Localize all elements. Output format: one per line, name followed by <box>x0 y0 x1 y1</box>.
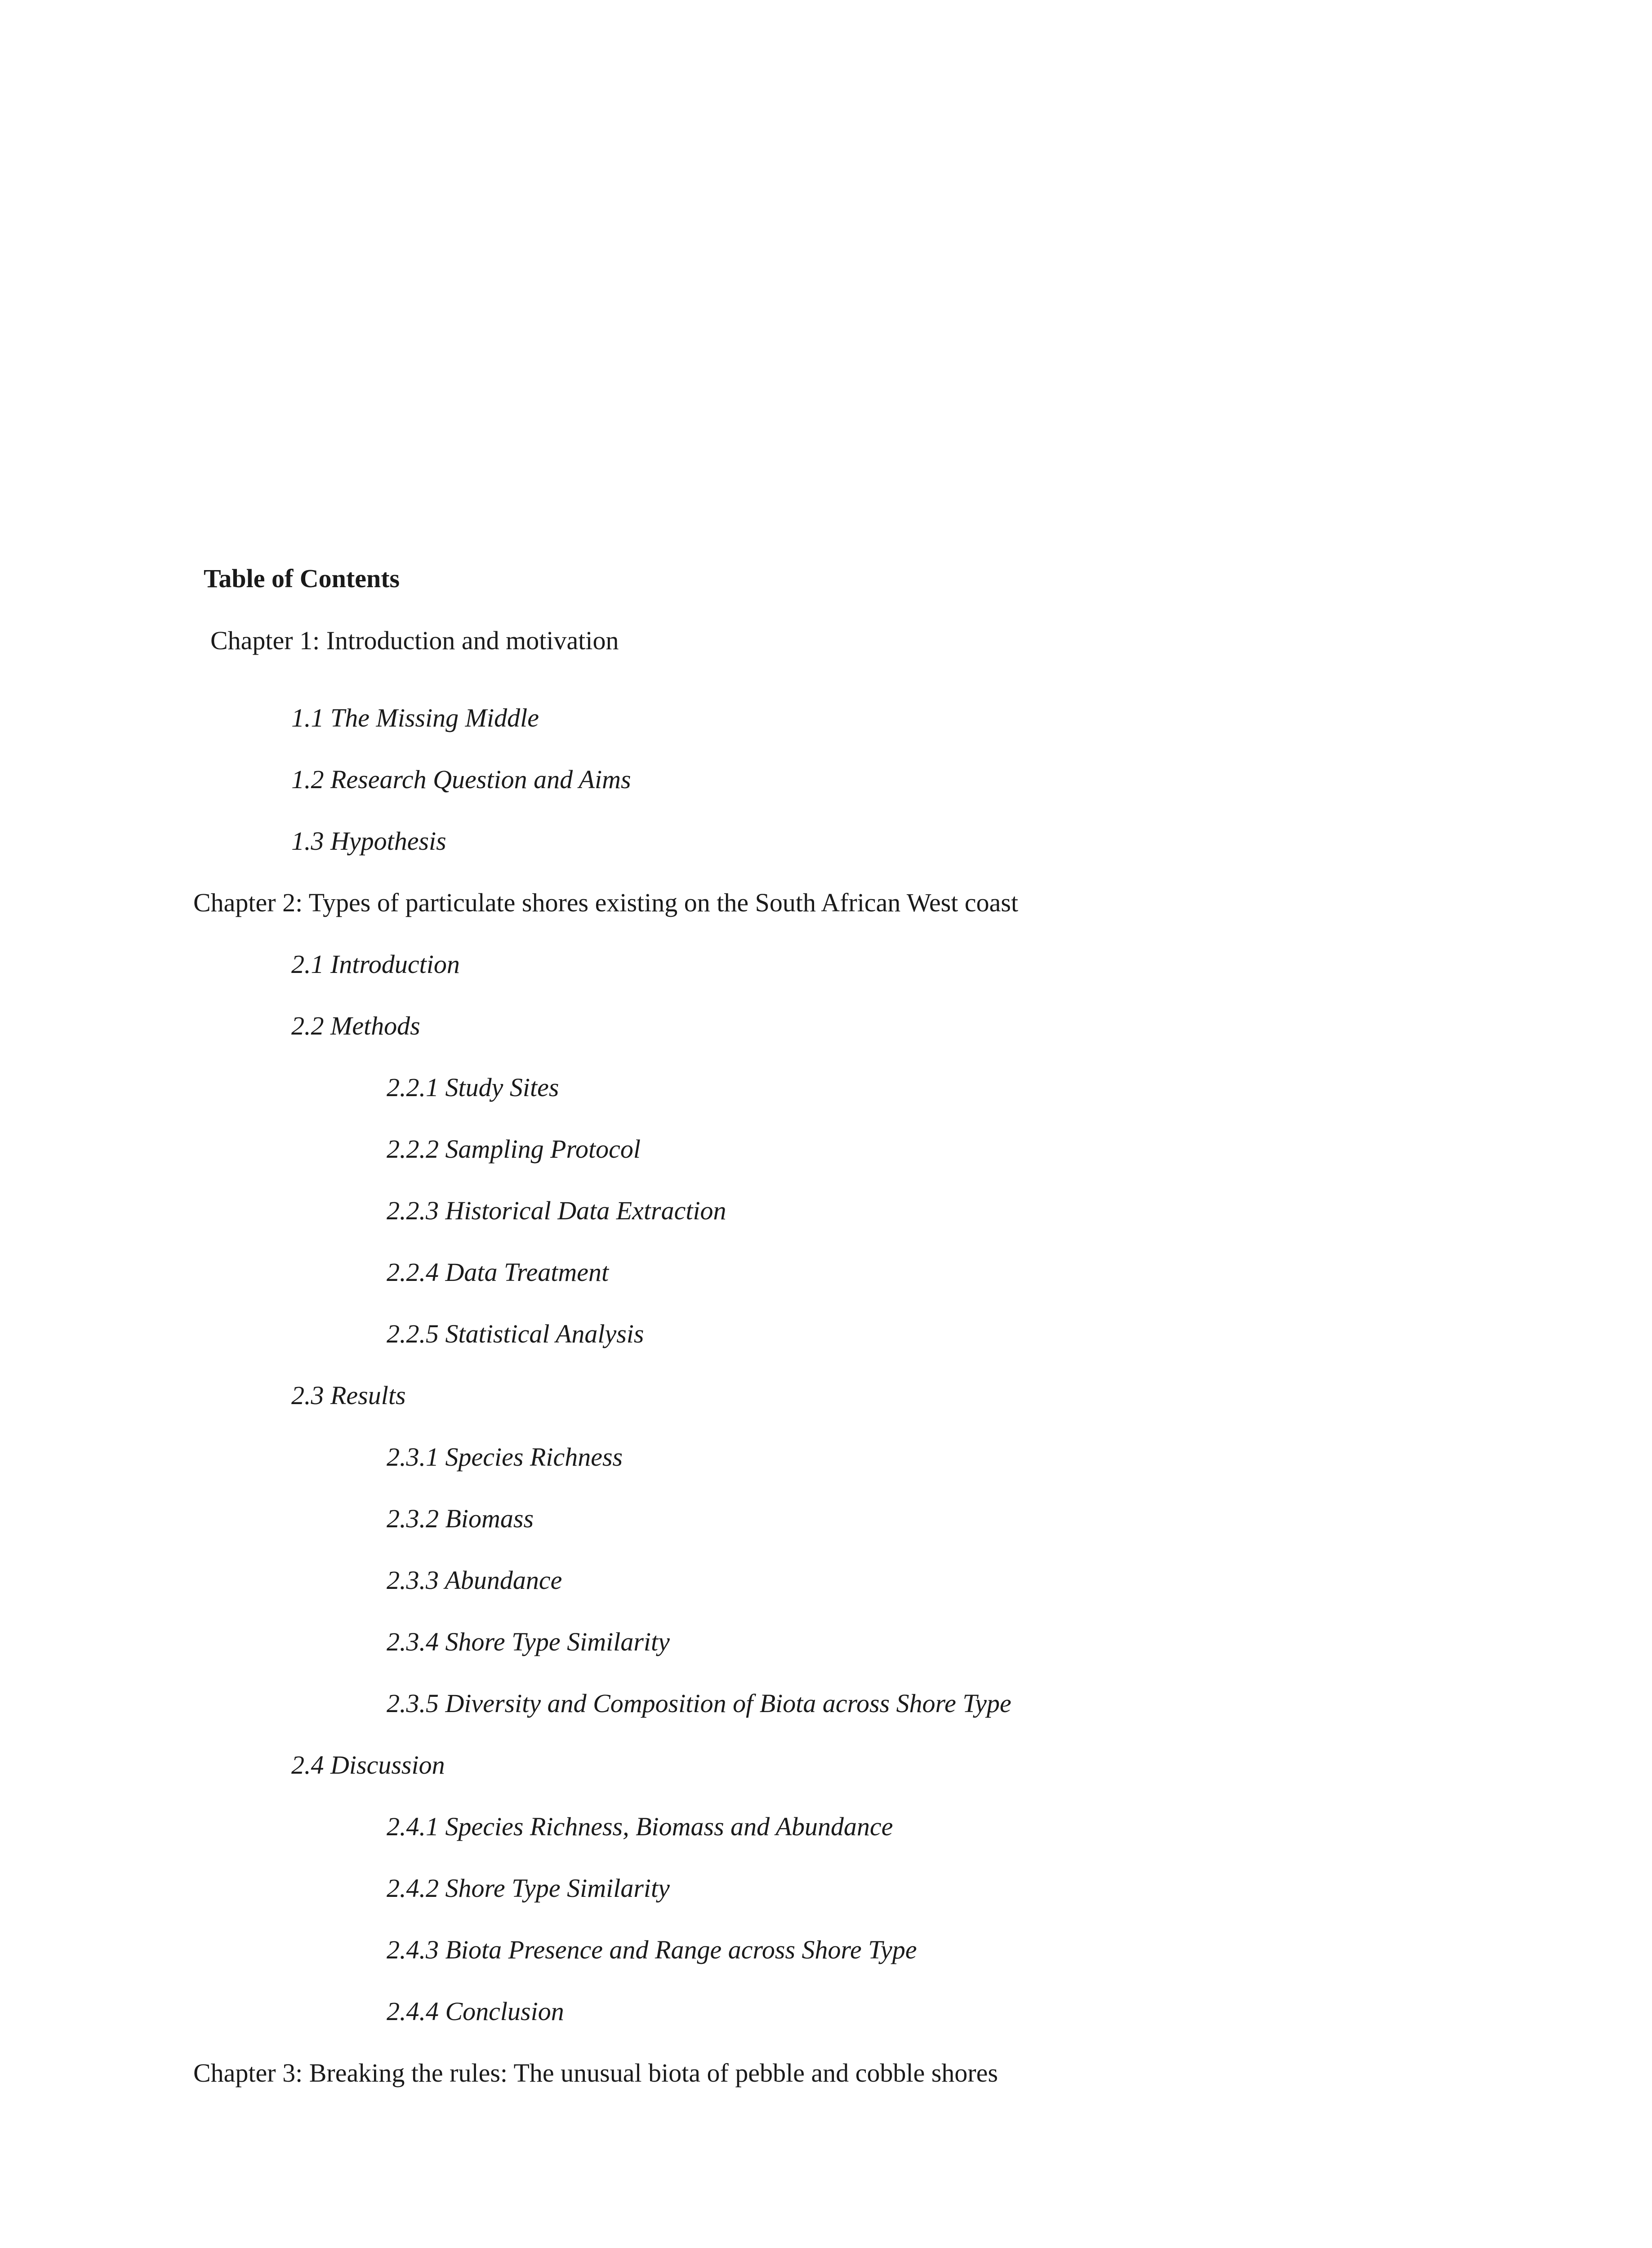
toc-entry-1-2: 1.2 Research Question and Aims <box>291 765 631 794</box>
toc-entry-2-1: 2.1 Introduction <box>291 950 460 979</box>
toc-entry-chapter-3: Chapter 3: Breaking the rules: The unusual biota of pebble and cobble shores <box>193 2058 998 2087</box>
toc-title: Table of Contents <box>204 564 400 593</box>
toc-entry-2-4-1: 2.4.1 Species Richness, Biomass and Abundance <box>387 1812 893 1841</box>
toc-entry-chapter-1: Chapter 1: Introduction and motivation <box>210 626 619 655</box>
toc-entry-2-2: 2.2 Methods <box>291 1011 420 1040</box>
toc-entry-2-4-3: 2.4.3 Biota Presence and Range across Shore Type <box>387 1935 917 1964</box>
toc-entry-chapter-2: Chapter 2: Types of particulate shores existing on the South African West coast <box>193 888 1019 917</box>
toc-entry-2-3-1: 2.3.1 Species Richness <box>387 1442 623 1472</box>
toc-entry-2-4-4: 2.4.4 Conclusion <box>387 1997 564 2026</box>
toc-entry-2-3-3: 2.3.3 Abundance <box>387 1566 562 1595</box>
toc-entry-2-3-5: 2.3.5 Diversity and Composition of Biota across Shore Type <box>387 1689 1011 1718</box>
toc-entry-2-3-4: 2.3.4 Shore Type Similarity <box>387 1627 670 1656</box>
toc-entry-2-3: 2.3 Results <box>291 1381 406 1410</box>
toc-entry-2-2-1: 2.2.1 Study Sites <box>387 1073 559 1102</box>
toc-entry-2-2-2: 2.2.2 Sampling Protocol <box>387 1134 641 1164</box>
toc-entry-1-3: 1.3 Hypothesis <box>291 826 446 856</box>
toc-entry-2-4-2: 2.4.2 Shore Type Similarity <box>387 1873 670 1903</box>
toc-entry-2-2-4: 2.2.4 Data Treatment <box>387 1258 609 1287</box>
toc-entry-2-2-5: 2.2.5 Statistical Analysis <box>387 1319 644 1348</box>
toc-entry-2-3-2: 2.3.2 Biomass <box>387 1504 534 1533</box>
toc-entry-1-1: 1.1 The Missing Middle <box>291 703 539 732</box>
toc-entry-2-2-3: 2.2.3 Historical Data Extraction <box>387 1196 726 1225</box>
toc-entry-2-4: 2.4 Discussion <box>291 1750 445 1780</box>
